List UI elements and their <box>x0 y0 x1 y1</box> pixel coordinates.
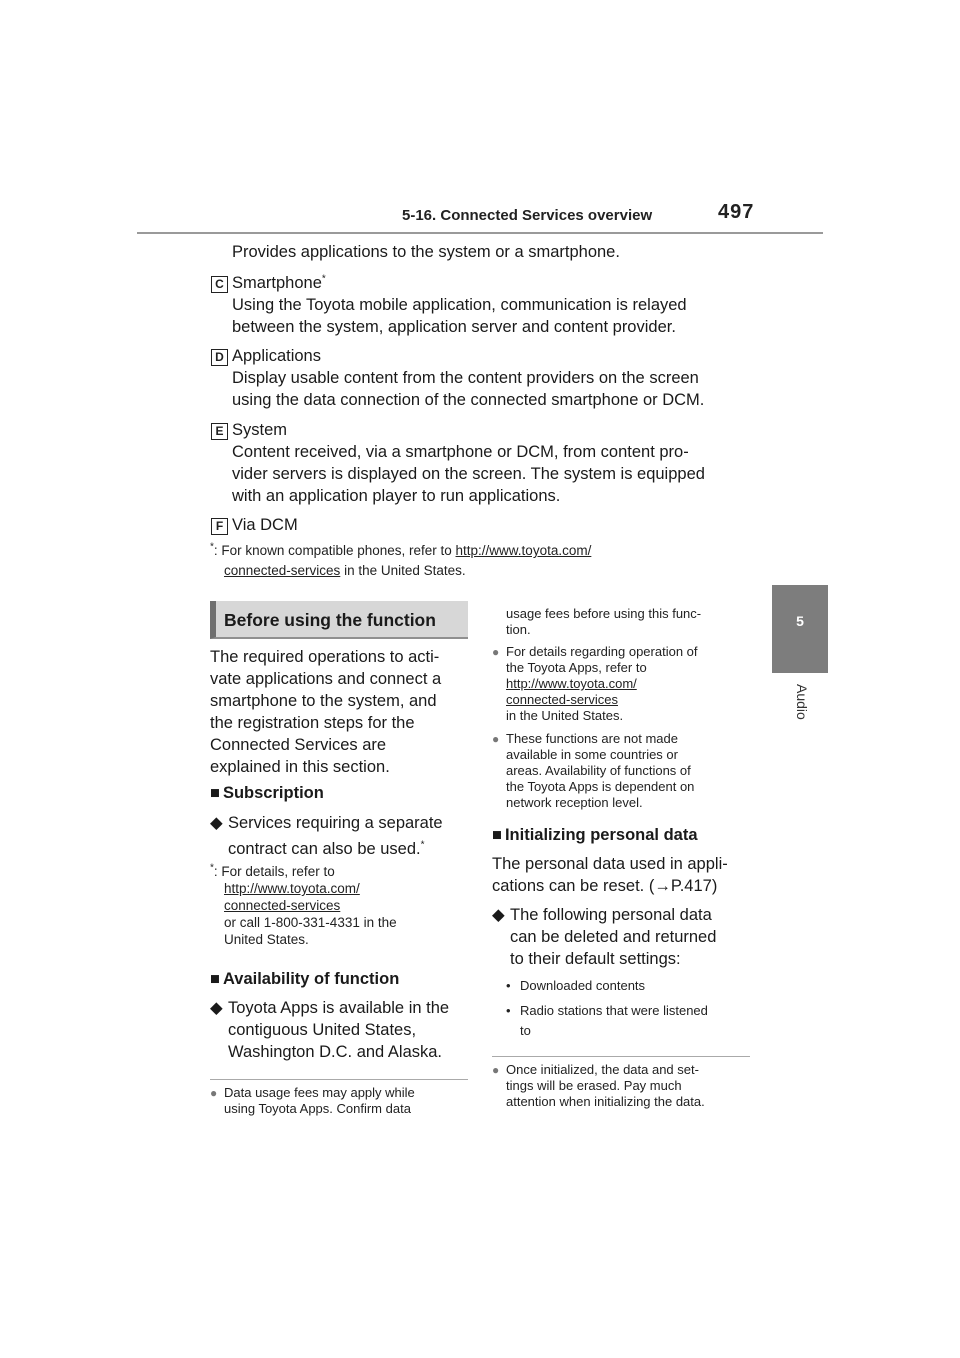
subscription-line1: Services requiring a separate <box>228 814 443 832</box>
footnote-line3: United States. <box>224 932 309 947</box>
subscription-footnote <box>210 863 470 948</box>
item-d-line1: Display usable content from the content providers on the screen <box>232 369 699 387</box>
intro-line: explained in this section. <box>210 758 390 776</box>
subscription-title: Subscription <box>222 784 324 802</box>
note-line: areas. Availability of functions of <box>506 763 691 778</box>
item-c-letter: C <box>211 276 228 293</box>
note-data-usage-cont <box>492 606 752 640</box>
item-f-title: Via DCM <box>232 516 298 534</box>
item-d-letter: D <box>211 349 228 366</box>
note-line2: using Toyota Apps. Confirm data <box>224 1101 411 1116</box>
asterisk-mark: * <box>420 839 425 851</box>
subscription-line2: contract can also be used.* <box>228 839 425 858</box>
asterisk-mark: * <box>210 862 214 874</box>
toyota-link[interactable]: http://www.toyota.com/ <box>455 543 592 558</box>
item-e-title: System <box>232 421 288 439</box>
initializing-paragraph <box>492 853 762 897</box>
circle-bullet-icon: ● <box>210 1086 218 1100</box>
item-e-line2: vider servers is displayed on the screen. The system is equipped <box>232 465 705 483</box>
availability-line2: contiguous United States, <box>228 1021 417 1039</box>
item-d-line2: using the data connection of the connected smartphone or DCM. <box>232 391 705 409</box>
square-marker: ■ <box>492 826 502 844</box>
toyota-link-cont[interactable]: connected-services <box>224 898 341 913</box>
diamond-bullet-icon: ◆ <box>492 906 505 924</box>
intro-line: vate applications and connect a <box>210 670 442 688</box>
note-line: attention when initializing the data. <box>506 1094 705 1109</box>
note-data-usage <box>210 1085 470 1119</box>
item-c-title: Smartphone <box>232 274 322 292</box>
item-b-text: Provides applications to the system or a smartphone. <box>232 243 620 261</box>
intro-line: the registration steps for the <box>210 714 415 732</box>
item-d-title: Applications <box>232 347 321 365</box>
initializing-bullet <box>492 904 762 970</box>
chapter-label: Audio <box>794 684 810 720</box>
chapter-tab: 5 <box>772 585 828 673</box>
initializing-heading <box>492 826 698 845</box>
toyota-link-cont[interactable]: connected-services <box>224 563 341 578</box>
list-item: • Downloaded contents <box>492 976 762 996</box>
section-heading: Before using the function <box>210 601 468 639</box>
asterisk-mark: * <box>321 273 326 285</box>
asterisk-mark: * <box>210 541 214 553</box>
subscription-bullet <box>210 812 470 862</box>
toyota-link-cont[interactable]: connected-services <box>506 692 618 707</box>
item-e-letter: E <box>211 423 228 440</box>
note-line: the Toyota Apps is dependent on <box>506 779 695 794</box>
note-availability <box>492 731 752 813</box>
intro-line: smartphone to the system, and <box>210 692 437 710</box>
note-divider <box>492 1056 750 1057</box>
circle-bullet-icon: ● <box>492 645 500 659</box>
item-c-line2: between the system, application server and content provider. <box>232 318 676 336</box>
diamond-bullet-icon: ◆ <box>210 999 223 1017</box>
availability-line1: Toyota Apps is available in the <box>228 999 450 1017</box>
item-c <box>232 272 772 338</box>
list-item: • Radio stations that were listened to <box>506 1003 708 1038</box>
square-marker: ■ <box>210 784 220 802</box>
footnote-line1: : For details, refer to <box>213 864 335 879</box>
intro-line: The required operations to acti- <box>210 648 440 666</box>
note-details <box>492 644 752 726</box>
page-reference[interactable]: P.417) <box>670 877 718 895</box>
availability-title: Availability of function <box>222 970 400 988</box>
item-d <box>232 345 772 411</box>
list-bullet: • <box>506 1003 511 1018</box>
item-e <box>232 419 772 507</box>
note-line: available in some countries or <box>506 747 678 762</box>
circle-bullet-icon: ● <box>492 732 500 746</box>
note-line: the Toyota Apps, refer to <box>506 660 647 675</box>
item-e-line1: Content received, via a smartphone or DCM, from content pro- <box>232 443 689 461</box>
page-number: 497 <box>718 201 755 223</box>
diamond-bullet-icon: ◆ <box>210 814 223 832</box>
note-line: These functions are not made <box>506 731 678 746</box>
footnote-suffix: in the United States. <box>340 563 466 578</box>
arrow-icon: → <box>654 877 671 895</box>
bullet-line3: to their default settings: <box>510 950 681 968</box>
note-line1: Data usage fees may apply while <box>224 1085 415 1100</box>
square-marker: ■ <box>210 970 220 988</box>
note-line: For details regarding operation of <box>506 644 698 659</box>
toyota-link[interactable]: http://www.toyota.com/ <box>224 881 360 896</box>
footnote-prefix: : For known compatible phones, refer to <box>213 543 456 558</box>
availability-line3: Washington D.C. and Alaska. <box>228 1043 443 1061</box>
circle-bullet-icon: ● <box>492 1063 500 1077</box>
item-e-line3: with an application player to run applications. <box>232 487 561 505</box>
bullet-line1: The following personal data <box>510 906 712 924</box>
section-title: 5-16. Connected Services overview <box>402 207 653 224</box>
initializing-line1: The personal data used in appli- <box>492 855 728 873</box>
initializing-title: Initializing personal data <box>504 826 698 844</box>
intro-paragraph <box>210 646 470 778</box>
note-divider <box>210 1079 468 1080</box>
note-line: tion. <box>506 622 531 637</box>
note-line: usage fees before using this func- <box>506 606 702 621</box>
note-line: tings will be erased. Pay much <box>506 1078 682 1093</box>
availability-heading <box>210 970 399 989</box>
note-line: Once initialized, the data and set- <box>506 1062 699 1077</box>
note-line: network reception level. <box>506 795 643 810</box>
note-initialized <box>492 1062 762 1112</box>
initializing-line2: cations can be reset. ( <box>492 877 655 895</box>
item-c-line1: Using the Toyota mobile application, communication is relayed <box>232 296 687 314</box>
toyota-link[interactable]: http://www.toyota.com/ <box>506 676 637 691</box>
bullet-line2: can be deleted and returned <box>510 928 717 946</box>
intro-line: Connected Services are <box>210 736 387 754</box>
list-bullet: • <box>506 978 511 993</box>
top-footnote <box>210 541 730 581</box>
header-rule <box>137 232 823 234</box>
note-line: in the United States. <box>506 708 624 723</box>
footnote-line2: or call 1-800-331-4331 in the <box>224 915 397 930</box>
availability-bullet <box>210 997 480 1063</box>
item-f-letter: F <box>211 518 228 535</box>
subscription-heading <box>210 784 324 803</box>
